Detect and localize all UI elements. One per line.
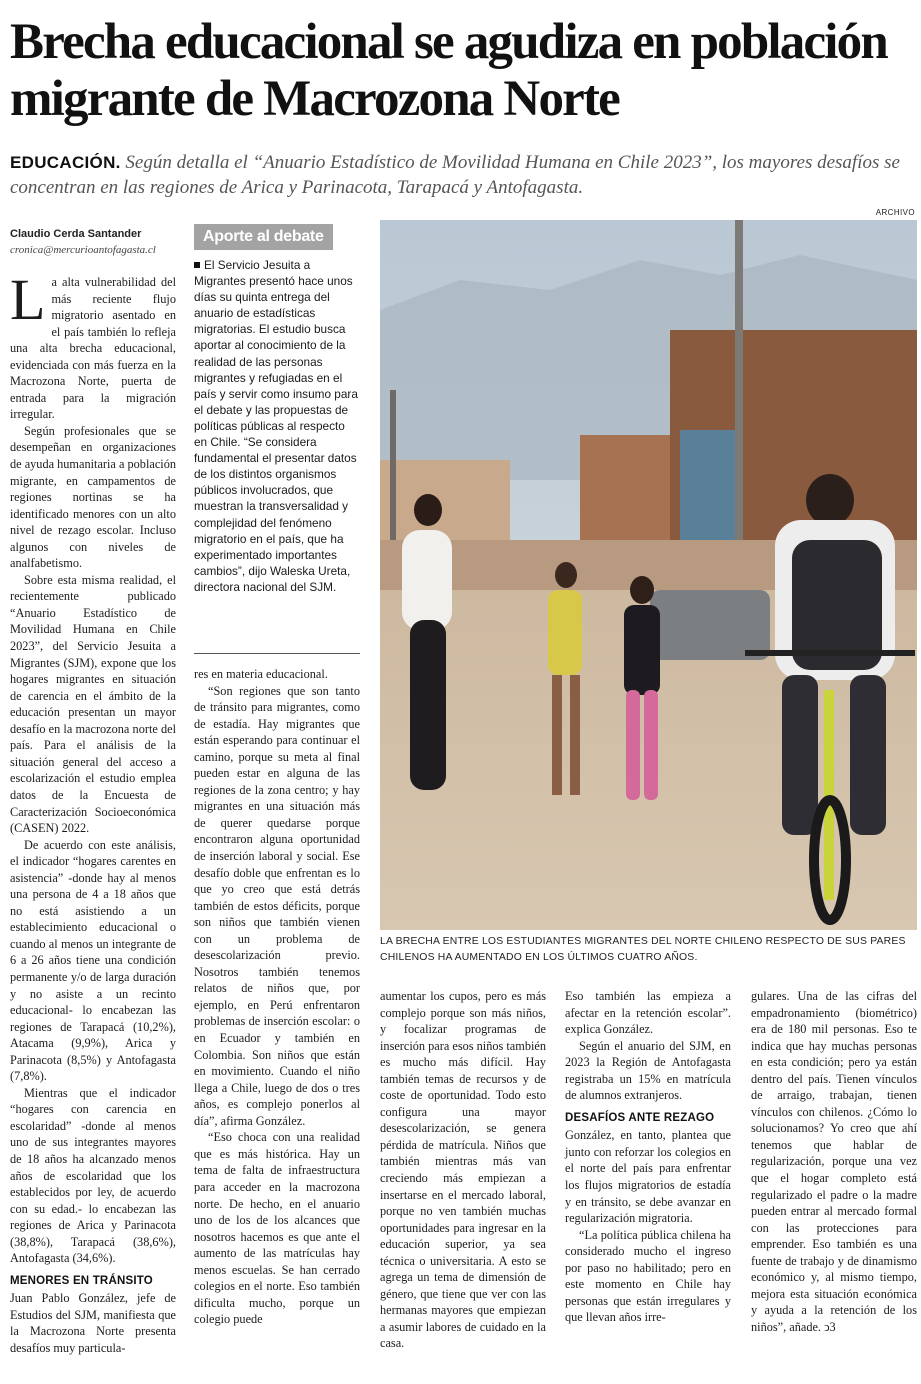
article-paragraph: aumentar los cupos, pero es más complejo porque son más niños, y focalizar programas de inserción para esos niños también es mucho más difícil. Hay también temas de recursos y de coste de oportunidad. Todo esto configura una mayor desescolarización, se genera pérdida de matrícula. Niños que también mientras más van creciendo más empiezan a insertarse en el mercado laboral, porque no ven también muchas oportunidades para ingresar en la educación superior, ya sea técnica o universitaria. A esto se agrega un tema de dimensión de género, que tiene que ver con las hermanas mayores que empiezan a asumir labores de cuidado en la casa. bbox=[380, 989, 546, 1351]
article-paragraph: González, en tanto, plantea que junto con reforzar los colegios en el norte del país para enfrentar los flujos migratorios de estadía y en tránsito, se debe avanzar en regularización migratoria. bbox=[565, 1128, 731, 1226]
subhead bbox=[10, 150, 910, 200]
byline bbox=[10, 226, 190, 258]
subheading-desafios: DESAFÍOS ANTE REZAGO bbox=[565, 1111, 715, 1124]
article-column-2 bbox=[194, 666, 360, 1328]
article-paragraph: Según el anuario del SJM, en 2023 la Región de Antofagasta registraba un 15% en matrícula de alumnos extranjeros. bbox=[565, 1038, 731, 1103]
photo-caption: LA BRECHA ENTRE LOS ESTUDIANTES MIGRANTES DEL NORTE CHILENO RESPECTO DE SUS PARES CHILENOS HA AUMENTADO EN LOS ÚLTIMOS CUATRO AÑOS. bbox=[380, 936, 906, 963]
article-paragraph: res en materia educacional. bbox=[194, 667, 328, 681]
article-paragraph: gulares. Una de las cifras del empadronamiento (biométrico) era de 180 mil personas. Eso te indica que hay muchas personas en esta condición; pero ya están dentro del país. Tienen vínculos de arraigo, trabajan, tienen vínculos con chilenos. ¿Cómo lo solucionamos? Yo creo que ahí tenemos que hablar de regularización, porque una vez que el hogar completo está regularizado el padre o la madre pueden entrar al mercado formal con las protecciones para emprender. Eso también es una fuente de trabajo y de dinamismo económico y, al mismo tiempo, mejora esta situación económica y ayuda a la retención de los niños”, añade. ↄ3 bbox=[751, 989, 917, 1334]
end-mark-icon: ↄ3 bbox=[824, 1319, 836, 1334]
subheading-menores: MENORES EN TRÁNSITO bbox=[10, 1274, 153, 1287]
article-paragraph: Según profesionales que se desempeñan en organizaciones de ayuda humanitaria a población migrante, en campamentos de regiones nortinas se ha identificado menores con un alto nivel de rezago escolar. Incluso algunos con niveles de analfabetismo. bbox=[10, 423, 176, 571]
article-paragraph: “La política pública chilena ha considerado mucho el ingreso por paso no habilitado; pero en este momento en Chile hay personas que están irregulares y que llevan años irre- bbox=[565, 1227, 731, 1325]
article-column-5 bbox=[751, 988, 917, 1335]
aporte-tag: Aporte al debate bbox=[194, 224, 333, 250]
article-column-3 bbox=[380, 988, 546, 1352]
article-paragraph: Eso también las empieza a afectar en la retención escolar”. explica González. bbox=[565, 989, 731, 1037]
aporte-sidebar bbox=[194, 220, 360, 622]
aporte-body: El Servicio Jesuita a Migrantes presentó hace unos días su quinta entrega del anuario de estadísticas migratorias. El estudio busca aportar al conocimiento de la realidad de las personas migrantes y refugiadas en el país y servir como insumo para el debate y las propuestas de políticas públicas al respecto en Chile. “Se considera fundamental el presentar datos de los distintos organismos públicos involucrados, que muestran la transversalidad y complejidad del fenómeno migratorio en el país, que ha experimentado importantes cambios”, dijo Waleska Ureta, directora nacional del SJM. bbox=[194, 258, 358, 594]
article-paragraph: “Son regiones que son tanto de tránsito para migrantes, como de estadía. Hay migrantes que están esperando para continuar el camino, porque su meta al final pueden estar en alguna de las regiones de la zona centro; y hay migrantes en una situación más de querer quedarse porque encontraron alguna oportunidad de inserción laboral y social. Ese desafío doble que enfrentan es lo que yo creo que está detrás también de estos déficits, porque son niños que también vienen con un problema de desescolarización previo. Nosotros también tenemos relatos de niños que, por ejemplo, en Perú enfrentaron problemas de inserción escolar: o en Ecuador y también en Colombia. Son niños que están en movimiento. Cuando el niño llega a Chile, luego de dos o tres años, es complejo ponerlos al día”, afirma González. bbox=[194, 683, 360, 1128]
article-paragraph: De acuerdo con este análisis, el indicador “hogares carentes en asistencia” -donde hay al menos una persona de 4 a 18 años que no está asistiendo a un establecimiento educacional o cuando al menos un integrante de 6 a 26 años tiene una condición permanente y/o de larga duración y no asiste a un recinto educacional- lo encabezan las regiones de Tarapacá (10,2%), Atacama (9,9%), Arica y Parinacota (8,5%) y Antofagasta (7,8%). bbox=[10, 837, 176, 1084]
article-photo bbox=[380, 220, 917, 930]
byline-email: cronica@mercurioantofagasta.cl bbox=[10, 244, 156, 256]
article-paragraph: La alta vulnerabilidad del más reciente flujo migratorio asentado en el país también lo refleja una alta brecha educacional, evidenciada con más fuerza en la Macrozona Norte, puerta de entrada para la migración irregular. bbox=[10, 267, 176, 422]
article-paragraph: Sobre esta misma realidad, el recientemente publicado “Anuario Estadístico de Movilidad Humana en Chile 2023”, del Servicio Jesuita a Migrantes (SJM), expone que los hogares migrantes en situación de carencia en el ámbito de la educación presentan un mayor desafío en la macrozona norte del país. Para el análisis de la situación general del acceso a escolarización el estudio emplea datos de la Encuesta de Caracterización Socioeconómica (CASEN) 2022. bbox=[10, 572, 176, 836]
sidebar-divider bbox=[194, 653, 360, 654]
square-bullet-icon bbox=[194, 262, 200, 268]
article-paragraph: “Eso choca con una realidad que es más histórica. Hay un tema de falta de infraestructura para acceder en la macrozona norte. De hecho, en el anuario uno de los de los alcances que nosotros hacemos es que ante el aumento de las matrículas hay menos escuelas. Se han cerrado colegios en el norte. Eso también dificulta mucho, porque un colegio puede bbox=[194, 1130, 360, 1327]
article-column-1 bbox=[10, 267, 176, 1357]
photo-credit: ARCHIVO bbox=[875, 208, 915, 217]
street-scene-image bbox=[380, 220, 917, 930]
subhead-text: Según detalla el “Anuario Estadístico de Movilidad Humana en Chile 2023”, los mayores desafíos se concentran en las regiones de Arica y Parinacota, Tarapacá y Antofagasta. bbox=[10, 152, 900, 198]
article-paragraph: Juan Pablo González, jefe de Estudios del SJM, manifiesta que la Macrozona Norte presenta desafíos muy particula- bbox=[10, 1291, 176, 1355]
byline-author: Claudio Cerda Santander bbox=[10, 228, 142, 240]
drop-cap: L bbox=[10, 267, 46, 332]
headline: Brecha educacional se agudiza en población migrante de Macrozona Norte bbox=[10, 14, 887, 127]
article-column-4 bbox=[565, 988, 731, 1326]
article-paragraph: Mientras que el indicador “hogares con carencia en escolaridad” -donde al menos uno de sus integrantes mayores de 18 años ha alcanzado menos años de escolaridad que los establecidos por ley, de acuerdo con su edad.- lo encabezan las regiones de Arica y Parinacota (38,8%), Tarapacá (38,6%), Antofagasta (34,6%). bbox=[10, 1085, 176, 1266]
section-kicker: EDUCACIÓN. bbox=[10, 153, 121, 172]
